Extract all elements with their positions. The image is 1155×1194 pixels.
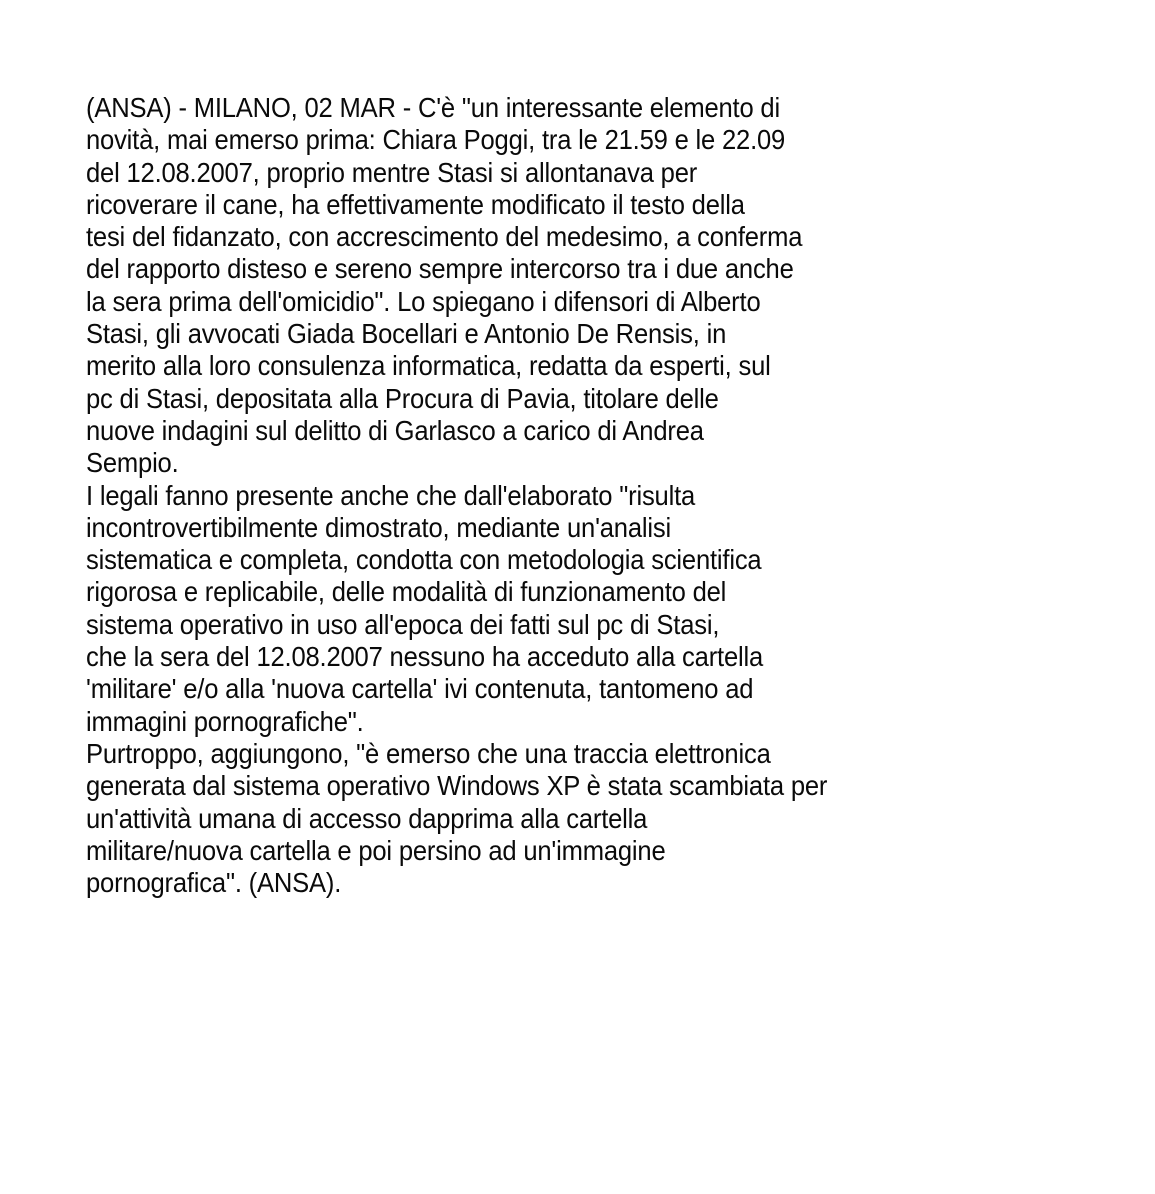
text-line: militare/nuova cartella e poi persino ad un'immagine	[86, 834, 666, 866]
text-line: sistematica e completa, condotta con metodologia scientifica	[86, 544, 762, 576]
text-line: 'militare' e/o alla 'nuova cartella' ivi contenuta, tantomeno ad	[86, 673, 754, 705]
text-line: generata dal sistema operativo Windows XP è stata scambiata per	[86, 770, 828, 802]
text-line: nuove indagini sul delitto di Garlasco a carico di Andrea	[86, 414, 704, 446]
text-line: novità, mai emerso prima: Chiara Poggi, tra le 21.59 e le 22.09	[86, 124, 786, 156]
text-line: I legali fanno presente anche che dall'elaborato "risulta	[86, 479, 696, 511]
text-line: tesi del fidanzato, con accrescimento del medesimo, a conferma	[86, 221, 803, 253]
text-line: del 12.08.2007, proprio mentre Stasi si allontanava per	[86, 156, 698, 188]
text-line: che la sera del 12.08.2007 nessuno ha acceduto alla cartella	[86, 641, 764, 673]
text-line: (ANSA) - MILANO, 02 MAR - C'è "un interessante elemento di	[86, 92, 780, 123]
text-line: del rapporto disteso e sereno sempre intercorso tra i due anche	[86, 253, 794, 285]
text-line: ricoverare il cane, ha effettivamente modificato il testo della	[86, 188, 745, 220]
text-line: merito alla loro consulenza informatica, redatta da esperti, sul	[86, 350, 771, 382]
text-line: rigorosa e replicabile, delle modalità di funzionamento del	[86, 576, 727, 608]
text-line: Stasi, gli avvocati Giada Bocellari e Antonio De Rensis, in	[86, 318, 727, 350]
text-line: pc di Stasi, depositata alla Procura di Pavia, titolare delle	[86, 382, 719, 414]
text-line: sistema operativo in uso all'epoca dei fatti sul pc di Stasi,	[86, 608, 720, 640]
text-line: Purtroppo, aggiungono, "è emerso che una traccia elettronica	[86, 737, 771, 769]
text-line: pornografica". (ANSA).	[86, 867, 342, 899]
text-line: Sempio.	[86, 447, 179, 479]
news-article-body	[86, 92, 1053, 899]
text-line: un'attività umana di accesso dapprima alla cartella	[86, 802, 648, 834]
text-line: immagini pornografiche".	[86, 705, 364, 737]
text-line: incontrovertibilmente dimostrato, mediante un'analisi	[86, 511, 671, 543]
text-line: la sera prima dell'omicidio". Lo spiegano i difensori di Alberto	[86, 285, 761, 317]
